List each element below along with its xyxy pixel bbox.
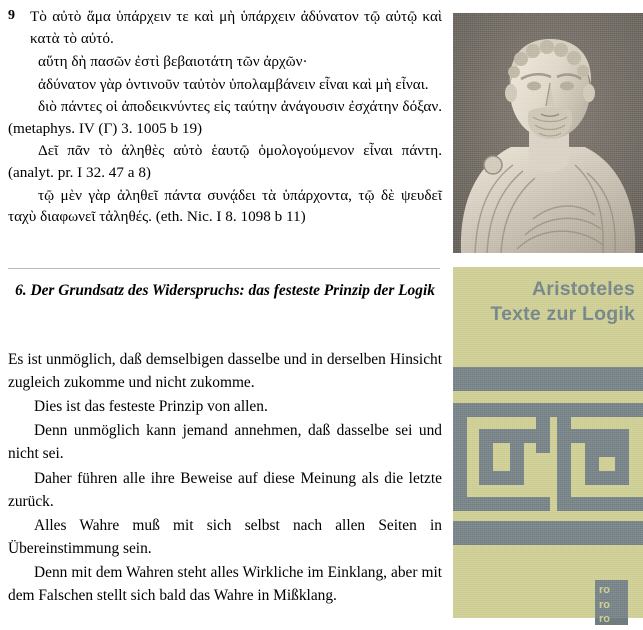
publisher-logo-line-3: ro bbox=[599, 613, 610, 625]
greek-paragraph: αὕτη δὴ πασῶν ἐστὶ βεβαιοτάτη τῶν ἀρχῶν· bbox=[38, 53, 308, 71]
greek-paragraph: Δεῖ πᾶν τὸ ἀληθὲς αὐτὸ ἑαυτῷ ὁμολογούμενον εἶναι πάντη. (analyt. pr. I 32. 47 a 8) bbox=[8, 142, 442, 182]
german-paragraph: Es ist unmöglich, daß demselbigen dasselbe und in derselben Hinsicht zugleich zukomme und nicht zukomme. bbox=[8, 351, 442, 392]
greek-meander-pattern bbox=[453, 355, 643, 560]
german-translation-block bbox=[8, 348, 442, 608]
book-cover-title-line-2: Texte zur Logik bbox=[490, 302, 635, 325]
publisher-logo-rororo bbox=[595, 580, 628, 625]
publisher-logo-line-1: ro bbox=[599, 584, 610, 596]
german-paragraph: Alles Wahre muß mit sich selbst nach allen Seiten in Übereinstimmung sein. bbox=[8, 516, 442, 557]
publisher-logo-line-2: ro bbox=[599, 599, 610, 611]
german-paragraph: Daher führen alle ihre Beweise auf diese Meinung als die letzte zurück. bbox=[8, 469, 442, 510]
german-paragraph: Denn mit dem Wahren steht alles Wirkliche im Einklang, aber mit dem Falschen stellt sich bald das Wahre in Mißklang. bbox=[8, 563, 442, 605]
section-divider bbox=[8, 268, 440, 269]
greek-paragraph-text: Τὸ αὐτὸ ἅμα ὑπάρχειν τε καὶ μὴ ὑπάρχειν ἀδύνατον τῷ αὐτῷ καὶ κατὰ τὸ αὐτό. bbox=[30, 8, 442, 47]
greek-numbered-paragraph bbox=[8, 6, 442, 49]
greek-paragraph: τῷ μὲν γὰρ ἀληθεῖ πάντα συνᾴδει τὰ ὑπάρχοντα, τῷ δὲ ψευδεῖ ταχὺ διαφωνεῖ τἀληθές. (eth. Nic. I 8. 1098 b 11) bbox=[8, 186, 442, 226]
greek-quotation-block bbox=[8, 6, 442, 229]
aristotle-bust-photo bbox=[453, 13, 643, 253]
book-cover-image bbox=[453, 267, 643, 625]
german-paragraph: Dies ist das festeste Prinzip von allen. bbox=[34, 398, 268, 416]
greek-paragraph: διὸ πάντες οἱ ἀποδεικνύντες εἰς ταύτην ἀνάγουσιν ἐσχάτην δόξαν. (metaphys. IV (Γ) 3. 1005 b 19) bbox=[8, 98, 442, 137]
german-paragraph: Denn unmöglich kann jemand annehmen, daß dasselbe sei und nicht sei. bbox=[8, 422, 442, 463]
section-heading: 6. Der Grundsatz des Widerspruchs: das festeste Prinzip der Logik bbox=[15, 282, 435, 299]
greek-paragraph: ἀδύνατον γὰρ ὁντινοῦν ταὐτὸν ὑπολαμβάνειν εἶναι καὶ μὴ εἶναι. bbox=[38, 75, 429, 93]
paragraph-number: 9 bbox=[8, 8, 15, 23]
book-cover-title-line-1: Aristoteles bbox=[532, 278, 635, 300]
book-cover-title bbox=[490, 277, 635, 327]
